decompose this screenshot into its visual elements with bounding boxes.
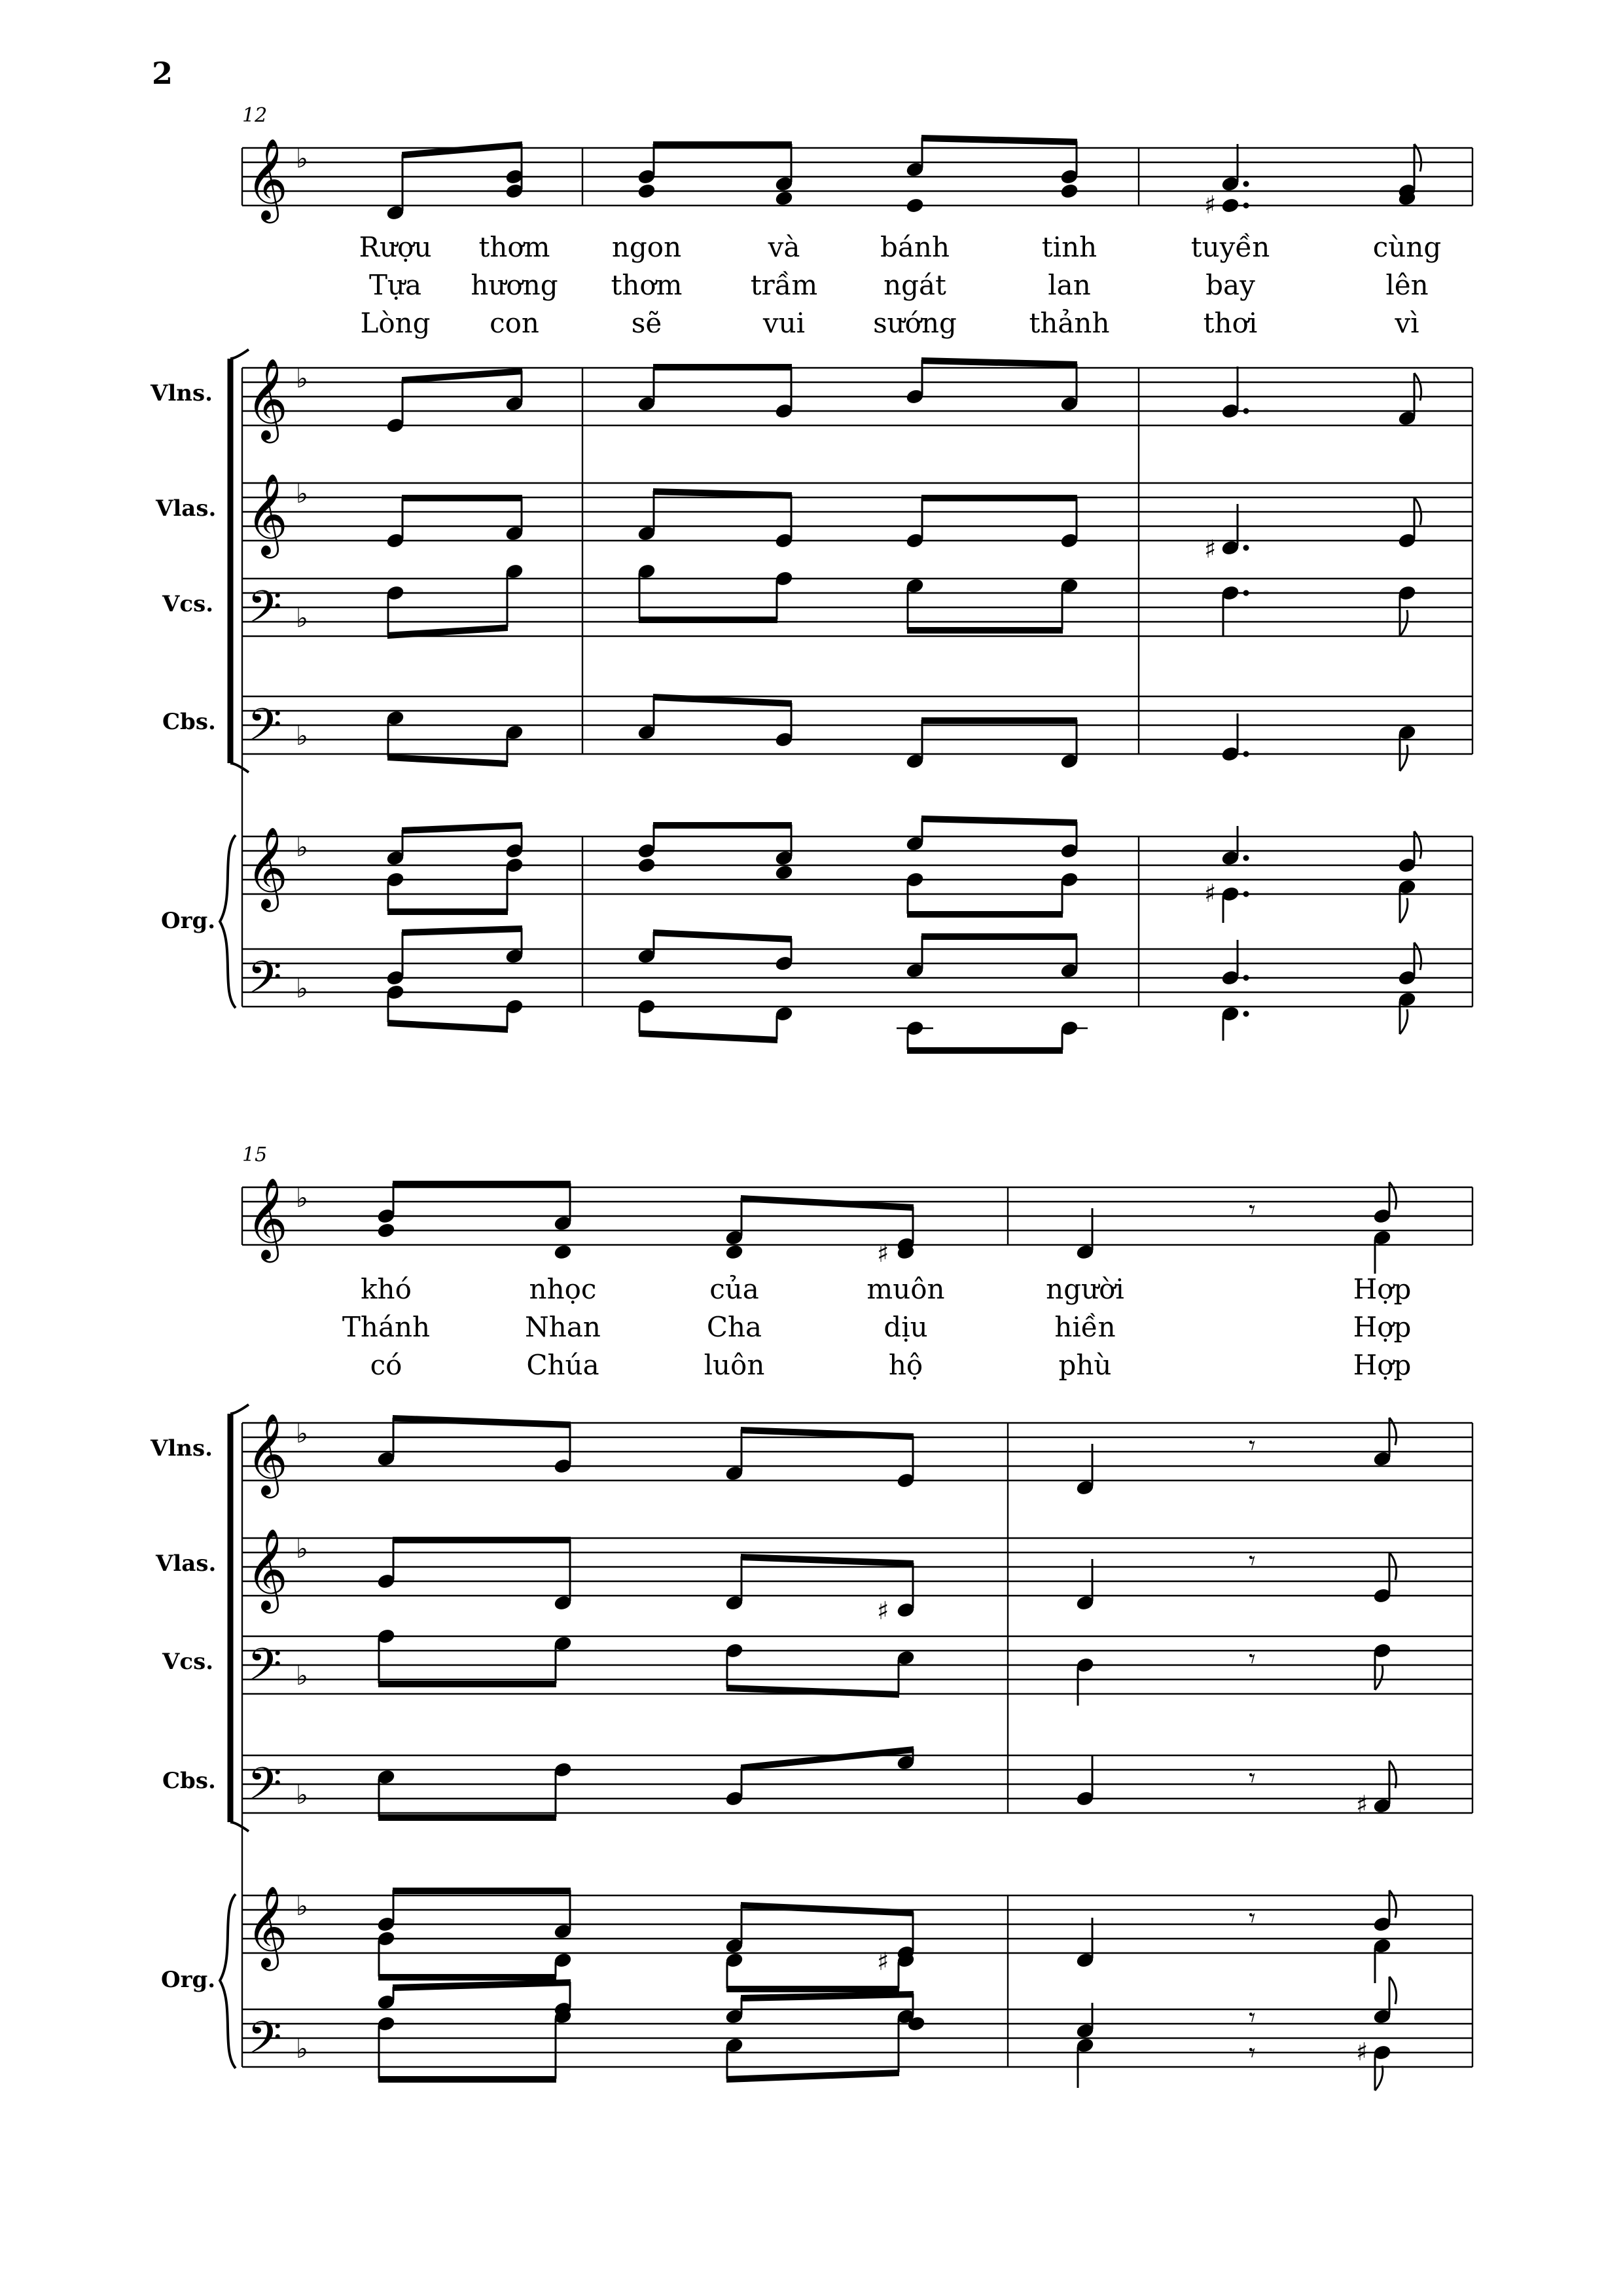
system-2 — [150, 1143, 1472, 2090]
lyric-syllable: sướng — [873, 307, 957, 339]
lyric-syllable: hiền — [1054, 1311, 1116, 1343]
sharp-icon: ♯ — [877, 1596, 889, 1625]
lyric-syllable: tinh — [1041, 231, 1097, 263]
lyric-syllable: bánh — [880, 231, 950, 263]
lyric-syllable: con — [490, 307, 539, 339]
lyric-syllable: luôn — [704, 1349, 765, 1381]
treble-clef-icon: 𝄞 — [246, 827, 288, 908]
treble-clef-icon: 𝄞 — [246, 1413, 288, 1495]
staff-lines-system-1 — [242, 148, 1472, 1007]
label-violas: Vlas. — [156, 495, 217, 522]
treble-clef-icon: 𝄞 — [246, 1886, 288, 1967]
page-number: 2 — [152, 56, 173, 91]
lyric-syllable: vui — [762, 307, 806, 339]
lyric-syllable: thơm — [478, 231, 550, 263]
lyric-syllable: Nhan — [525, 1311, 601, 1343]
treble-clef-icon: 𝄞 — [246, 1177, 288, 1259]
sharp-icon: ♯ — [1356, 2037, 1368, 2066]
flat-icon: ♭ — [296, 603, 308, 634]
label-violins: Vlns. — [151, 380, 213, 406]
lyric-syllable: Tựa — [368, 269, 422, 301]
key-signatures-system-1 — [296, 144, 308, 1004]
key-signatures-system-2 — [296, 1183, 308, 2064]
lyric-syllable: hương — [471, 269, 558, 301]
flat-icon: ♭ — [296, 1534, 308, 1564]
lyric-syllable: phù — [1058, 1349, 1112, 1381]
lyric-syllable: Thánh — [342, 1311, 431, 1343]
lyric-syllable: trầm — [750, 269, 818, 301]
bass-clef-icon: 𝄢 — [247, 700, 282, 762]
treble-clef-icon: 𝄞 — [246, 138, 288, 220]
sharp-icon: ♯ — [1204, 879, 1217, 908]
lyric-syllable: thơi — [1203, 307, 1258, 339]
lyric-syllable: của — [709, 1273, 759, 1305]
sharp-icon: ♯ — [1204, 190, 1217, 219]
bracket-top-hook — [230, 350, 249, 359]
measure-number-12: 12 — [242, 104, 268, 127]
bass-clef-icon: 𝄢 — [247, 952, 282, 1014]
lyric-syllable: thơm — [611, 269, 683, 301]
lyric-syllable: Hợp — [1353, 1273, 1412, 1305]
bracket-top-hook — [230, 1405, 249, 1414]
label-organ: Org. — [161, 1967, 216, 1993]
flat-icon: ♭ — [296, 1183, 308, 1213]
lyric-syllable: tuyền — [1190, 231, 1270, 263]
label-violas: Vlas. — [156, 1551, 217, 1577]
lyrics-system-2 — [342, 1273, 1412, 1381]
flat-icon: ♭ — [296, 1419, 308, 1449]
bass-clef-icon: 𝄢 — [247, 1759, 282, 1821]
eighth-rest-icon: 𝄾 — [1249, 2038, 1256, 2068]
lyric-syllable: sẽ — [631, 307, 662, 339]
barlines-system-1 — [242, 148, 1472, 1007]
eighth-rest-icon: 𝄾 — [1249, 1546, 1256, 1576]
clefs-system-2 — [246, 1177, 288, 2075]
sharp-icon: ♯ — [1204, 535, 1217, 564]
lyric-syllable: hộ — [888, 1349, 923, 1381]
flat-icon: ♭ — [296, 1892, 308, 1922]
label-violins: Vlns. — [151, 1435, 213, 1462]
eighth-rest-icon: 𝄾 — [1249, 1644, 1256, 1674]
flat-icon: ♭ — [296, 144, 308, 174]
lyric-syllable: dịu — [883, 1311, 928, 1343]
voice-beam-group — [637, 135, 1079, 214]
flat-icon: ♭ — [296, 479, 308, 509]
lyric-syllable: ngát — [883, 269, 946, 301]
bracket-bottom-hook — [230, 1822, 249, 1831]
lyric-syllable: và — [768, 231, 800, 263]
bass-clef-icon: 𝄢 — [247, 1640, 282, 1702]
lyric-syllable: lên — [1385, 269, 1429, 301]
voice-notes-m14 — [1204, 144, 1421, 219]
treble-clef-icon: 𝄞 — [246, 358, 288, 440]
measure-number-15: 15 — [242, 1143, 268, 1166]
lyric-syllable: Lòng — [360, 307, 431, 339]
lyric-syllable: Cha — [706, 1311, 762, 1343]
clefs-system-1 — [246, 138, 288, 1014]
lyric-syllable: vì — [1395, 307, 1419, 339]
organ-brace — [220, 1894, 236, 2068]
sharp-icon: ♯ — [877, 1947, 889, 1976]
label-basses: Cbs. — [162, 1768, 216, 1794]
sharp-icon: ♯ — [877, 1239, 889, 1268]
lyric-syllable: lan — [1048, 269, 1091, 301]
lyrics-system-1 — [359, 231, 1441, 339]
system-1 — [150, 104, 1472, 1054]
organ-brace — [220, 835, 236, 1008]
lyric-syllable: người — [1046, 1273, 1124, 1305]
flat-icon: ♭ — [296, 974, 308, 1004]
flat-icon: ♭ — [296, 1780, 308, 1810]
lyric-syllable: ngon — [611, 231, 682, 263]
treble-clef-icon: 𝄞 — [246, 1528, 288, 1610]
lyric-syllable: có — [370, 1349, 402, 1381]
eighth-rest-icon: 𝄾 — [1249, 1431, 1256, 1461]
lyric-syllable: muôn — [866, 1273, 945, 1305]
lyric-syllable: thảnh — [1029, 307, 1110, 339]
bass-clef-icon: 𝄢 — [247, 2013, 282, 2075]
flat-icon: ♭ — [296, 833, 308, 863]
flat-icon: ♭ — [296, 2034, 308, 2064]
lyric-syllable: nhọc — [529, 1273, 597, 1305]
eighth-rest-icon: 𝄾 — [1249, 1903, 1256, 1933]
lyric-syllable: Rượu — [359, 231, 432, 263]
lyric-syllable: Hợp — [1353, 1311, 1412, 1343]
lyric-syllable: khó — [361, 1273, 412, 1305]
lyric-syllable: Chúa — [526, 1349, 599, 1381]
label-cellos: Vcs. — [162, 591, 214, 617]
lyric-syllable: bay — [1205, 269, 1255, 301]
eighth-rest-icon: 𝄾 — [1249, 2003, 1256, 2033]
lyric-syllable: Hợp — [1353, 1349, 1412, 1381]
bracket-bottom-hook — [230, 763, 249, 772]
label-cellos: Vcs. — [162, 1649, 214, 1675]
eighth-rest-icon: 𝄾 — [1249, 1195, 1256, 1225]
bass-clef-icon: 𝄢 — [247, 582, 282, 644]
flat-icon: ♭ — [296, 1661, 308, 1691]
flat-icon: ♭ — [296, 364, 308, 394]
sharp-icon: ♯ — [1356, 1790, 1368, 1819]
voice-beam-group — [386, 141, 524, 221]
lyric-syllable: cùng — [1372, 231, 1442, 263]
flat-icon: ♭ — [296, 721, 308, 751]
treble-clef-icon: 𝄞 — [246, 473, 288, 555]
label-basses: Cbs. — [162, 709, 216, 735]
label-organ: Org. — [161, 908, 216, 934]
eighth-rest-icon: 𝄾 — [1249, 1763, 1256, 1793]
